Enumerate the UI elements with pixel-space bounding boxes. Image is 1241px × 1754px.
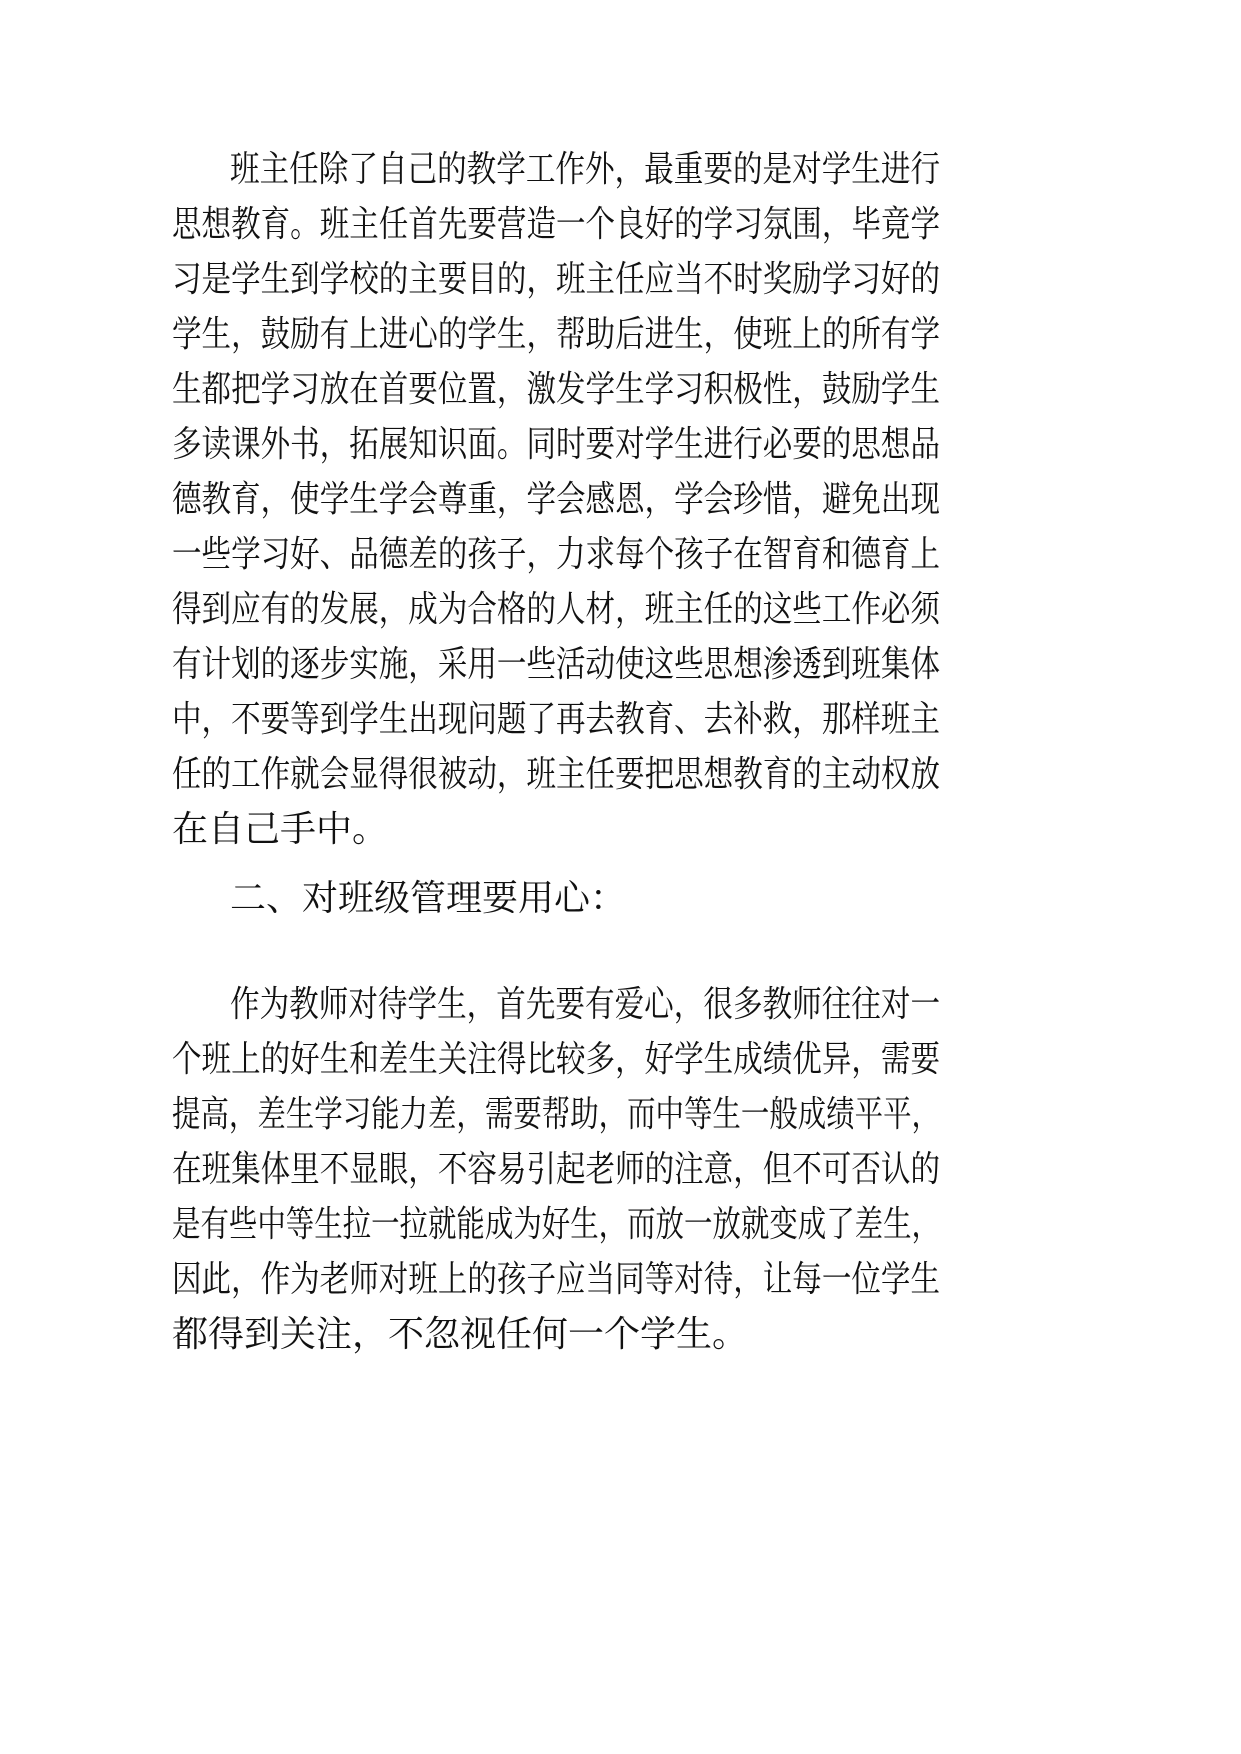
paragraph-line: 任的工作就会显得很被动，班主任要把思想教育的主动权放 bbox=[172, 754, 941, 795]
paragraph-line: 多读课外书，拓展知识面。同时要对学生进行必要的思想品 bbox=[172, 424, 941, 465]
paragraph-line: 在班集体里不显眼，不容易引起老师的注意，但不可否认的 bbox=[172, 1149, 941, 1190]
paragraph-line: 德教育，使学生学会尊重，学会感恩，学会珍惜，避免出现 bbox=[172, 479, 941, 520]
paragraph-line: 得到应有的发展，成为合格的人材，班主任的这些工作必须 bbox=[172, 589, 941, 630]
paragraph-line: 是有些中等生拉一拉就能成为好生，而放一放就变成了差生， bbox=[172, 1204, 940, 1245]
paragraph-line: 习是学生到学校的主要目的，班主任应当不时奖励学习好的 bbox=[172, 259, 941, 300]
paragraph-line: 都得到关注，不忽视任何一个学生。 bbox=[172, 1314, 749, 1355]
paragraph-line: 中，不要等到学生出现问题了再去教育、去补救，那样班主 bbox=[172, 699, 941, 740]
paragraph-line: 因此，作为老师对班上的孩子应当同等对待，让每一位学生 bbox=[172, 1259, 941, 1300]
paragraph-line: 作为教师对待学生，首先要有爱心，很多教师往往对一 bbox=[230, 984, 941, 1025]
paragraph-line: 一些学习好、品德差的孩子，力求每个孩子在智育和德育上 bbox=[172, 534, 941, 575]
paragraph-line: 个班上的好生和差生关注得比较多，好学生成绩优异，需要 bbox=[172, 1039, 941, 1080]
paragraph-line: 有计划的逐步实施，采用一些活动使这些思想渗透到班集体 bbox=[172, 644, 941, 685]
section-heading-text: 二、对班级管理要用心： bbox=[230, 878, 627, 919]
paragraph-line: 思想教育。班主任首先要营造一个良好的学习氛围，毕竟学 bbox=[172, 204, 941, 245]
paragraph-line: 提高，差生学习能力差，需要帮助，而中等生一般成绩平平， bbox=[172, 1094, 940, 1135]
paragraph-line: 班主任除了自己的教学工作外，最重要的是对学生进行 bbox=[230, 149, 941, 190]
paragraph-line: 在自己手中。 bbox=[172, 809, 389, 850]
paragraph-line: 学生，鼓励有上进心的学生，帮助后进生，使班上的所有学 bbox=[172, 314, 941, 355]
paragraph-line: 生都把学习放在首要位置，激发学生学习积极性，鼓励学生 bbox=[172, 369, 941, 410]
